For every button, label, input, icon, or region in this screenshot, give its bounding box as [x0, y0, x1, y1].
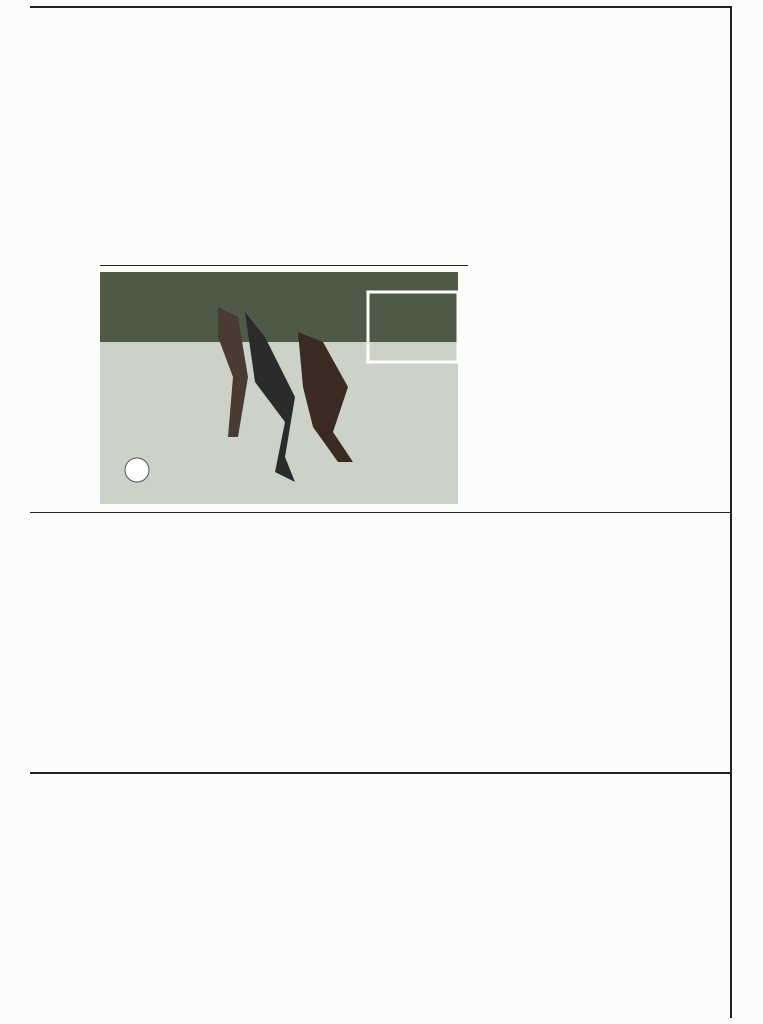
sidebar-results — [30, 780, 732, 1016]
article-body — [30, 25, 300, 265]
results-heading — [525, 520, 565, 770]
article-sponsors — [470, 272, 590, 504]
kicker-subtitle — [470, 250, 550, 265]
photo-caption — [30, 272, 98, 504]
sidebar-divider — [30, 772, 732, 774]
article-intro — [300, 25, 470, 265]
headline — [600, 25, 710, 745]
top-rule — [30, 6, 730, 8]
story-divider — [100, 265, 468, 266]
match-photo-drawing — [100, 272, 458, 504]
kicker — [470, 25, 550, 250]
results-table — [30, 520, 525, 770]
match-photo — [100, 272, 458, 504]
